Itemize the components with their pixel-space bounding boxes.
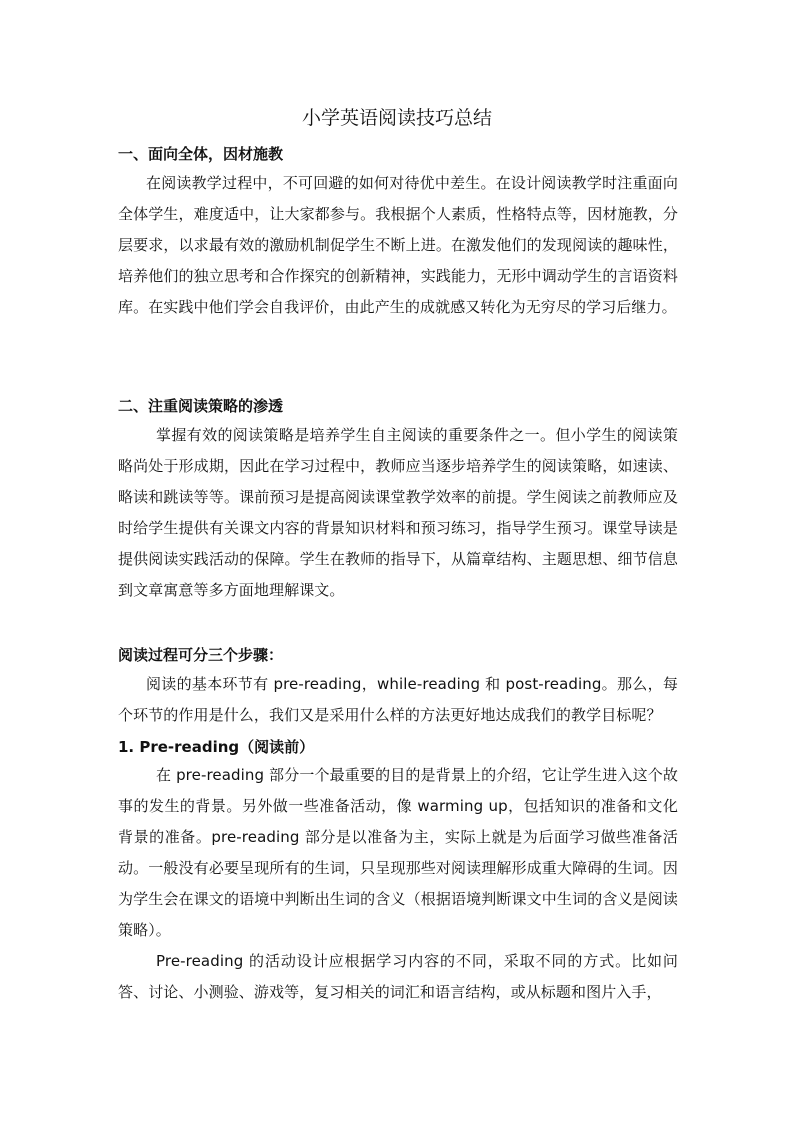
subsection-paragraph-2: Pre-reading 的活动设计应根据学习内容的不同，采取不同的方式。比如问答、讨论、小测验、游戏等，复习相关的词汇和语言结构，或从标题和图片入手，	[118, 952, 678, 1001]
subsection-paragraph-1: 在 pre-reading 部分一个最重要的目的是背景上的介绍，它让学生进入这个故事的发生的背景。另外做一些准备活动，像 warming up，包括知识的准备和文化背景的准备。pre-reading 部分是以准备为主，实际上就是为后面学习做些准备活动。一般没有必要呈现所有的生词，只呈现那些对阅读理解形成重大障碍的生词。因为学生会在课文的语境中判断出生词的含义（根据语境判断课文中生词的含义是阅读策略）。	[118, 766, 678, 939]
section-paragraph-2: 掌握有效的阅读策略是培养学生自主阅读的重要条件之一。但小学生的阅读策略尚处于形成期，因此在学习过程中，教师应当逐步培养学生的阅读策略，如速读、略读和跳读等等。课前预习是提高阅读课堂教学效率的前提。学生阅读之前教师应及时给学生提供有关课文内容的背景知识材料和预习练习，指导学生预习。课堂导读是提供阅读实践活动的保障。学生在教师的指导下，从篇章结构、主题思想、细节信息到文章寓意等多方面地理解课文。	[118, 426, 678, 599]
section-heading-1: 一、面向全体，因材施教	[118, 145, 284, 163]
section-paragraph-3: 阅读的基本环节有 pre-reading，while-reading 和 post-reading。那么，每个环节的作用是什么，我们又是采用什么样的方法更好地达成我们的教学目标呢？	[118, 675, 678, 724]
section-paragraph-1: 在阅读教学过程中，不可回避的如何对待优中差生。在设计阅读教学时注重面向全体学生，难度适中，让大家都参与。我根据个人素质，性格特点等，因材施教，分层要求，以求最有效的激励机制促学生不断上进。在激发他们的发现阅读的趣味性，培养他们的独立思考和合作探究的创新精神，实践能力，无形中调动学生的言语资料库。在实践中他们学会自我评价，由此产生的成就感又转化为无穷尽的学习后继力。	[118, 174, 678, 316]
page-title: 小学英语阅读技巧总结	[301, 107, 492, 129]
section-heading-3: 阅读过程可分三个步骤：	[118, 646, 284, 664]
section-heading-2: 二、注重阅读策略的渗透	[118, 397, 284, 415]
subsection-heading-pre-reading: 1. Pre-reading（阅读前）	[118, 738, 315, 756]
